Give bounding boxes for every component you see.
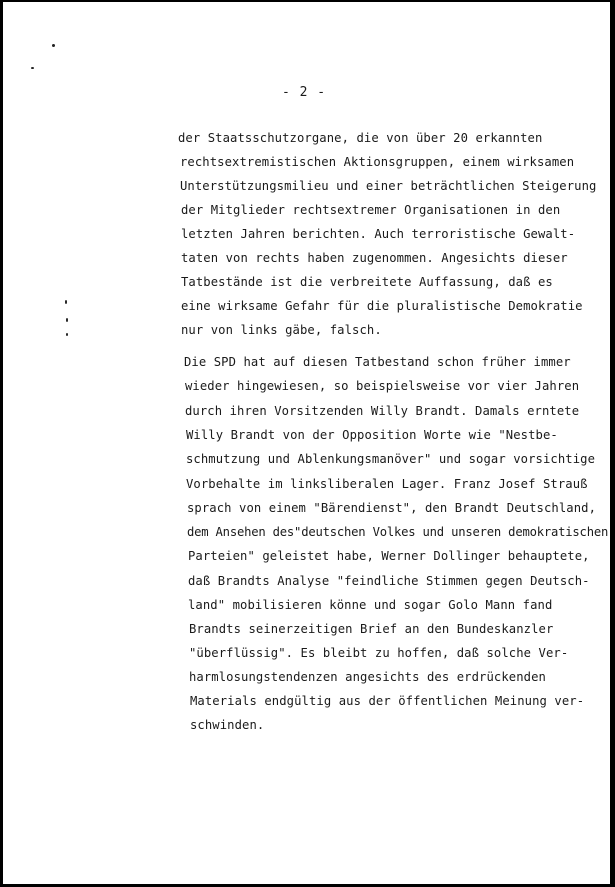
text-line: "überflüssig". Es bleibt zu hoffen, daß solche Ver- <box>189 646 569 660</box>
text-line: harmlosungstendenzen angesichts des erdrückenden <box>189 670 546 684</box>
text-line: rechtsextremistischen Aktionsgruppen, einem wirksamen <box>180 155 575 169</box>
text-line: Die SPD hat auf diesen Tatbestand schon früher immer <box>184 355 571 369</box>
text-line: daß Brandts Analyse "feindliche Stimmen gegen Deutsch- <box>188 574 590 588</box>
text-line: schwinden. <box>190 718 265 732</box>
text-line: Materials endgültig aus der öffentlichen Meinung ver- <box>190 694 585 708</box>
text-line: land" mobilisieren könne und sogar Golo Mann fand <box>188 598 553 612</box>
text-line: letzten Jahren berichten. Auch terroristische Gewalt- <box>181 227 576 241</box>
page-number: - 2 - <box>282 85 327 100</box>
text-line: der Mitglieder rechtsextremer Organisationen in den <box>181 203 561 217</box>
text-line: nur von links gäbe, falsch. <box>181 323 382 337</box>
text-line: Vorbehalte im linksliberalen Lager. Franz Josef Strauß <box>186 477 588 491</box>
text-line: dem Ansehen des"deutschen Volkes und unseren demokratischen <box>187 525 609 539</box>
text-line: eine wirksame Gefahr für die pluralistische Demokratie <box>181 299 583 313</box>
text-line: schmutzung und Ablenkungsmanöver" und sogar vorsichtige <box>186 452 596 466</box>
text-line: Brandts seinerzeitigen Brief an den Bundeskanzler <box>189 622 554 636</box>
text-line: Parteien" geleistet habe, Werner Dollinger behauptete, <box>188 549 590 563</box>
text-line: taten von rechts haben zugenommen. Angesichts dieser <box>181 251 568 265</box>
text-line: der Staatsschutzorgane, die von über 20 erkannten <box>178 131 543 145</box>
text-line: Tatbestände ist die verbreitete Auffassung, daß es <box>181 275 553 289</box>
text-line: durch ihren Vorsitzenden Willy Brandt. Damals erntete <box>185 404 580 418</box>
text-line: wieder hingewiesen, so beispielsweise vor vier Jahren <box>185 379 580 393</box>
text-line: Willy Brandt von der Opposition Worte wie "Nestbe- <box>186 428 558 442</box>
text-line: Unterstützungsmilieu und einer beträchtlichen Steigerung <box>180 179 597 193</box>
text-line: sprach von einem "Bärendienst", den Brandt Deutschland, <box>187 501 597 515</box>
